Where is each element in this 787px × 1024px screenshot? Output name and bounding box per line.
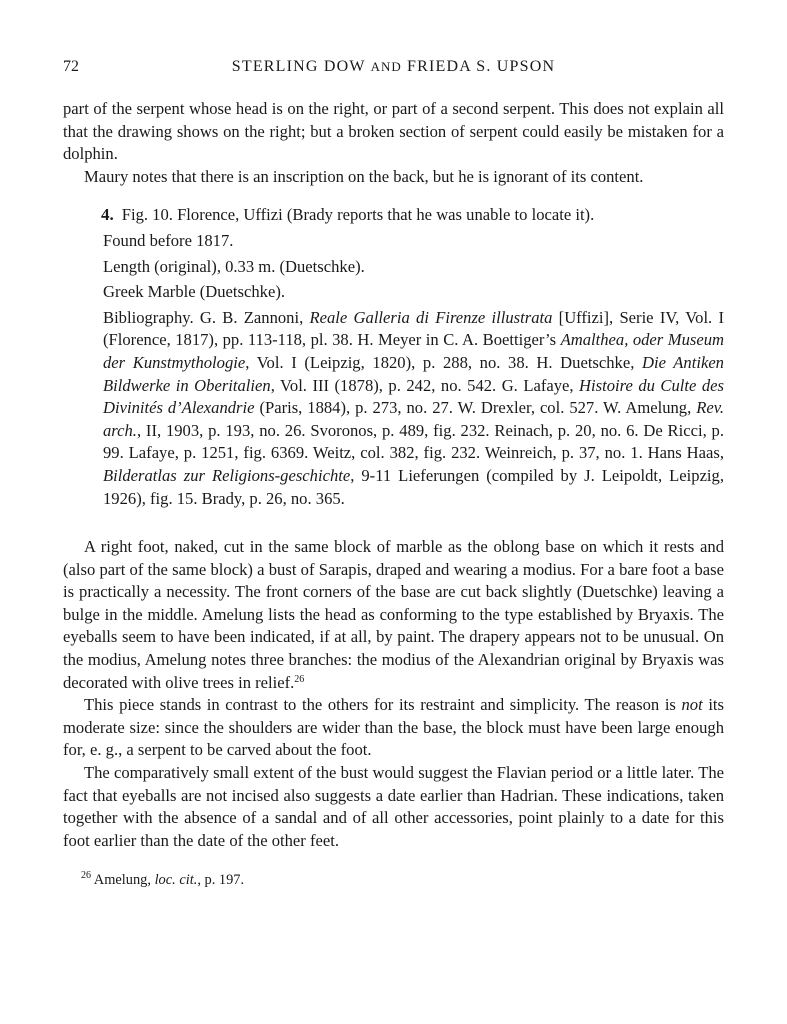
author-two: FRIEDA S. UPSON [406, 58, 556, 75]
footnote-text: , p. 197. [197, 872, 245, 889]
page-number: 72 [63, 58, 79, 75]
footnote-ref[interactable]: 26 [294, 673, 305, 685]
biblio-title: Amalthea, oder Museum der Kunstmythologie [103, 330, 724, 372]
biblio-title: Histoire du Culte des Divinités d’Alexandrie [103, 375, 724, 418]
biblio-text: , 9-11 Lieferungen (compiled by J. Leipoldt, Leipzig, 1926), fig. 15. Brady, p. 26, no. 365. [103, 465, 724, 508]
entry-heading [103, 204, 724, 227]
entry-length: Length (original), 0.33 m. (Duetschke). [103, 256, 365, 276]
page [63, 58, 724, 890]
biblio-title: Reale Galleria di Firenze illustrata [309, 307, 553, 327]
contrast-text: This piece stands in contrast to the others for its restraint and simplicity. The reason is [84, 695, 682, 715]
entry-found: Found before 1817. [103, 230, 234, 250]
biblio-text: , Vol. I (Leipzig, 1820), p. 288, no. 38. H. Duetschke, [245, 352, 642, 372]
footnote-text: Amelung, [91, 872, 155, 889]
author-conjunction: AND [370, 59, 402, 74]
paragraph-description [63, 536, 724, 694]
biblio-text: , II, 1903, p. 193, no. 26. Svoronos, p. 489, fig. 232. Reinach, p. 20, no. 6. De Ricci, p. 99. Lafaye, p. 1251, fig. 6369. Weitz, col. 382, fig. 232. Weinreich, p. 37, no. 1. Hans Haas, [103, 420, 724, 463]
paragraph-continued: part of the serpent whose head is on the right, or part of a second serpent. This does not explain all that the drawing shows on the right; but a broken section of serpent could easily be mistaken for a dolphin. [63, 99, 724, 164]
paragraph-dating: The comparatively small extent of the bust would suggest the Flavian period or a little later. The fact that eyeballs are not incised also suggests a date earlier than Hadrian. These indications, taken together with the absence of a sandal and of all other accessories, point plainly to a date for this foot earlier than the date of the other feet. [63, 763, 724, 850]
entry-bibliography [103, 307, 724, 510]
contrast-text: its moderate size: since the shoulders are wider than the base, the block must have been large enough for, e. g., a serpent to be carved about the foot. [63, 695, 725, 760]
biblio-title: Bilderatlas zur Religions-geschichte [103, 465, 351, 485]
description-text: A right foot, naked, cut in the same block of marble as the oblong base on which it rests and (also part of the same block) a bust of Sarapis, draped and wearing a modius. For a bare foot a base is practically a necessity. The front corners of the base are cut back slightly (Duetschke) leaving a bulge in the middle. Amelung lists the head as conforming to the type established by Bryaxis. The eyeballs seem to have been indicated, if at all, by paint. The drapery appears not to be unusual. On the modius, Amelung notes three branches: the modius of the Alexandrian original by Bryaxis was decorated with olive trees in relief. [63, 537, 724, 692]
author-one: STERLING DOW [231, 58, 366, 75]
footnote-citation: loc. cit. [154, 872, 198, 889]
biblio-title: Die Antiken Bildwerke in Oberitalien [103, 352, 724, 395]
paragraph-contrast [63, 694, 724, 762]
biblio-text: [Uffizi], Serie IV, Vol. I (Florence, 1817), pp. 113-118, pl. 38. H. Meyer in C. A. Boettiger’s [103, 307, 724, 350]
paragraph-inscription: Maury notes that there is an inscription on the back, but he is ignorant of its content. [84, 166, 644, 186]
emphasis: not [681, 695, 703, 715]
entry-material: Greek Marble (Duetschke). [103, 282, 285, 302]
running-header [63, 58, 724, 82]
entry-number: 4. [101, 205, 114, 225]
biblio-title: Rev. arch. [103, 398, 725, 440]
entry-location: Fig. 10. Florence, Uffizi (Brady reports that he was unable to locate it). [121, 205, 595, 225]
catalogue-entry [63, 204, 724, 510]
biblio-text: Bibliography. G. B. Zannoni, [103, 307, 310, 327]
running-title [63, 58, 724, 76]
footnote [63, 870, 724, 890]
footnote-marker: 26 [81, 870, 91, 882]
biblio-text: , Vol. III (1878), p. 242, no. 542. G. Lafaye, [270, 375, 580, 395]
biblio-text: (Paris, 1884), p. 273, no. 27. W. Drexler, col. 527. W. Amelung, [254, 398, 697, 418]
